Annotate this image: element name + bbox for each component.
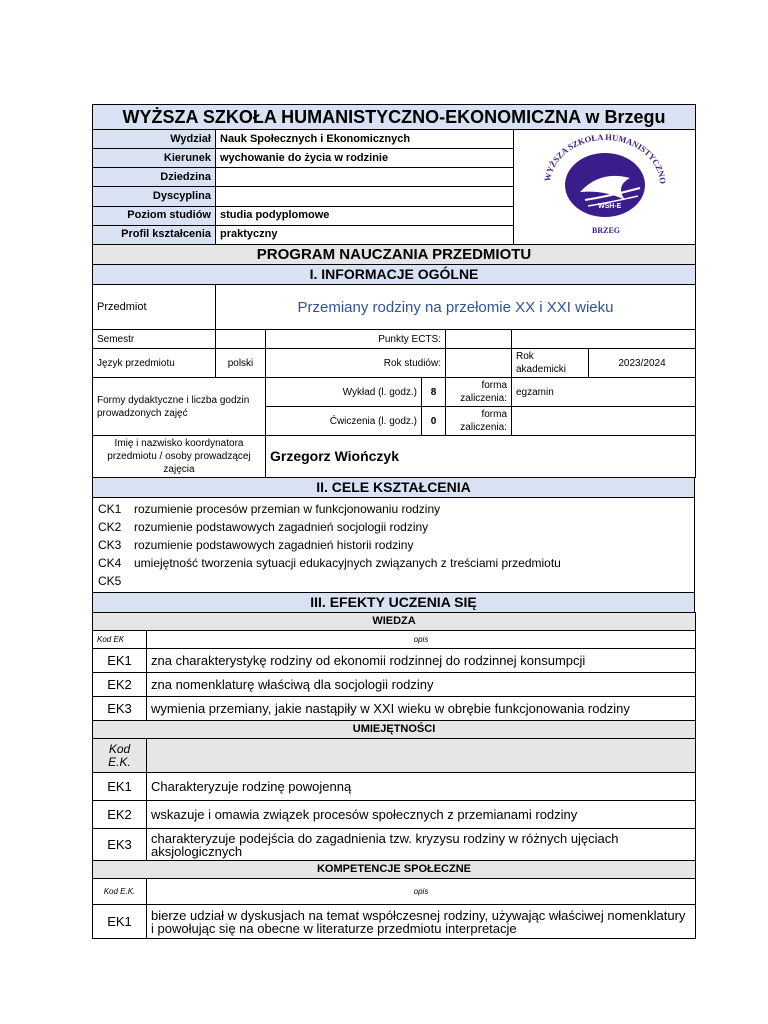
knowledge-text: zna charakterystykę rodziny od ekonomii rodzinnej do rodzinnej konsumpcji bbox=[147, 649, 696, 673]
social-text: bierze udział w dyskusjach na temat współczesnej rodziny, używając właściwej nomenklatury i powołując się na obecne w literaturze przedmiotu interpretacje bbox=[147, 905, 696, 939]
field-label-faculty: Wydział bbox=[93, 130, 216, 149]
ects-label: Punkty ECTS: bbox=[266, 330, 446, 349]
svg-text:WYŻSZA SZKOŁA HUMANISTYCZNO -: WYŻSZA SZKOŁA HUMANISTYCZNO bbox=[541, 131, 668, 185]
outcomes-table bbox=[92, 612, 696, 939]
school-name: WYŻSZA SZKOŁA HUMANISTYCZNO-EKONOMICZNA w Brzegu bbox=[93, 105, 696, 130]
academic-year-label: Rok akademicki bbox=[512, 349, 589, 378]
header-table bbox=[92, 104, 696, 285]
social-desc-header: opis bbox=[147, 879, 696, 905]
skills-code: EK2 bbox=[93, 801, 147, 829]
field-value-major: wychowanie do życia w rodzinie bbox=[216, 149, 514, 168]
field-label-major: Kierunek bbox=[93, 149, 216, 168]
knowledge-code: EK1 bbox=[93, 649, 147, 673]
lecture-form-label: forma zaliczenia: bbox=[446, 378, 512, 407]
knowledge-title: WIEDZA bbox=[93, 613, 696, 631]
lecture-value: 8 bbox=[422, 378, 446, 407]
goals-table bbox=[92, 477, 695, 613]
skills-title: UMIEJĘTNOŚCI bbox=[93, 721, 696, 739]
goal-item: CK1 rozumienie procesów przemian w funkcjonowaniu rodziny bbox=[98, 502, 441, 516]
field-value-faculty: Nauk Społecznych i Ekonomicznych bbox=[216, 130, 514, 149]
goals-list bbox=[93, 498, 695, 593]
exercise-form-value bbox=[512, 407, 696, 436]
knowledge-text: zna nomenklaturę właściwą dla socjologii rodziny bbox=[147, 673, 696, 697]
knowledge-code-header: Kod EK bbox=[93, 631, 147, 649]
field-label-domain: Dziedzina bbox=[93, 168, 216, 187]
general-info-table bbox=[92, 284, 696, 478]
knowledge-text: wymienia przemiany, jakie nastąpiły w XXI wieku w obrębie funkcjonowania rodziny bbox=[147, 697, 696, 721]
section3-title: III. EFEKTY UCZENIA SIĘ bbox=[93, 593, 695, 613]
field-value-domain bbox=[216, 168, 514, 187]
academic-year-value: 2023/2024 bbox=[589, 349, 696, 378]
goal-item: CK4 umiejętność tworzenia sytuacji edukacyjnych związanych z treściami przedmiotu bbox=[98, 556, 561, 570]
field-value-discipline bbox=[216, 187, 514, 206]
exercise-label: Ćwiczenia (l. godz.) bbox=[266, 407, 422, 436]
knowledge-desc-header: opis bbox=[147, 631, 696, 649]
svg-text:WSH-E: WSH-E bbox=[597, 203, 621, 210]
goal-item: CK3 rozumienie podstawowych zagadnień historii rodziny bbox=[98, 538, 414, 552]
exercise-value: 0 bbox=[422, 407, 446, 436]
field-label-level: Poziom studiów bbox=[93, 206, 216, 225]
knowledge-code: EK2 bbox=[93, 673, 147, 697]
field-label-profile: Profil kształcenia bbox=[93, 225, 216, 244]
skills-code-header: Kod E.K. bbox=[93, 739, 147, 773]
skills-text: charakteryzuje podejścia do zagadnienia tzw. kryzysu rodziny w różnych ujęciach aksjologicznych bbox=[147, 829, 696, 861]
semester-label: Semestr bbox=[93, 330, 216, 349]
language-value: polski bbox=[216, 349, 266, 378]
year-value bbox=[446, 349, 512, 378]
school-logo bbox=[514, 130, 696, 245]
field-value-profile: praktyczny bbox=[216, 225, 514, 244]
skills-code: EK1 bbox=[93, 773, 147, 801]
goal-item: CK2 rozumienie podstawowych zagadnień socjologii rodziny bbox=[98, 520, 429, 534]
section2-title: II. CELE KSZTAŁCENIA bbox=[93, 478, 695, 498]
exercise-form-label: forma zaliczenia: bbox=[446, 407, 512, 436]
school-logo-icon bbox=[530, 130, 680, 240]
social-title: KOMPETENCJE SPOŁECZNE bbox=[93, 861, 696, 879]
skills-text: Charakteryzuje rodzinę powojenną bbox=[147, 773, 696, 801]
subject-label: Przedmiot bbox=[93, 285, 216, 330]
knowledge-code: EK3 bbox=[93, 697, 147, 721]
lecture-label: Wykład (l. godz.) bbox=[266, 378, 422, 407]
subject-value: Przemiany rodziny na przełomie XX i XXI wieku bbox=[216, 285, 696, 330]
skills-code: EK3 bbox=[93, 829, 147, 861]
social-code: EK1 bbox=[93, 905, 147, 939]
field-value-level: studia podyplomowe bbox=[216, 206, 514, 225]
social-code-header: Kod E.K. bbox=[93, 879, 147, 905]
semester-value bbox=[216, 330, 266, 349]
year-label: Rok studiów: bbox=[266, 349, 446, 378]
field-label-discipline: Dyscyplina bbox=[93, 187, 216, 206]
section1-title: I. INFORMACJE OGÓLNE bbox=[93, 265, 696, 285]
language-label: Język przedmiotu bbox=[93, 349, 216, 378]
ects-value bbox=[446, 330, 512, 349]
forms-label: Formy dydaktyczne i liczba godzin prowadzonych zajęć bbox=[93, 378, 266, 436]
coordinator-label: Imię i nazwisko koordynatora przedmiotu / osoby prowadzącej zajęcia bbox=[93, 436, 266, 478]
lecture-form-value: egzamin bbox=[512, 378, 696, 407]
skills-desc-header bbox=[147, 739, 696, 773]
program-title: PROGRAM NAUCZANIA PRZEDMIOTU bbox=[93, 245, 696, 265]
svg-text:BRZEG: BRZEG bbox=[591, 226, 620, 235]
ects-empty bbox=[512, 330, 696, 349]
skills-text: wskazuje i omawia związek procesów społecznych z przemianami rodziny bbox=[147, 801, 696, 829]
coordinator-value: Grzegorz Wiończyk bbox=[266, 436, 696, 478]
goal-item: CK5 bbox=[98, 574, 122, 588]
syllabus-document bbox=[92, 104, 695, 939]
